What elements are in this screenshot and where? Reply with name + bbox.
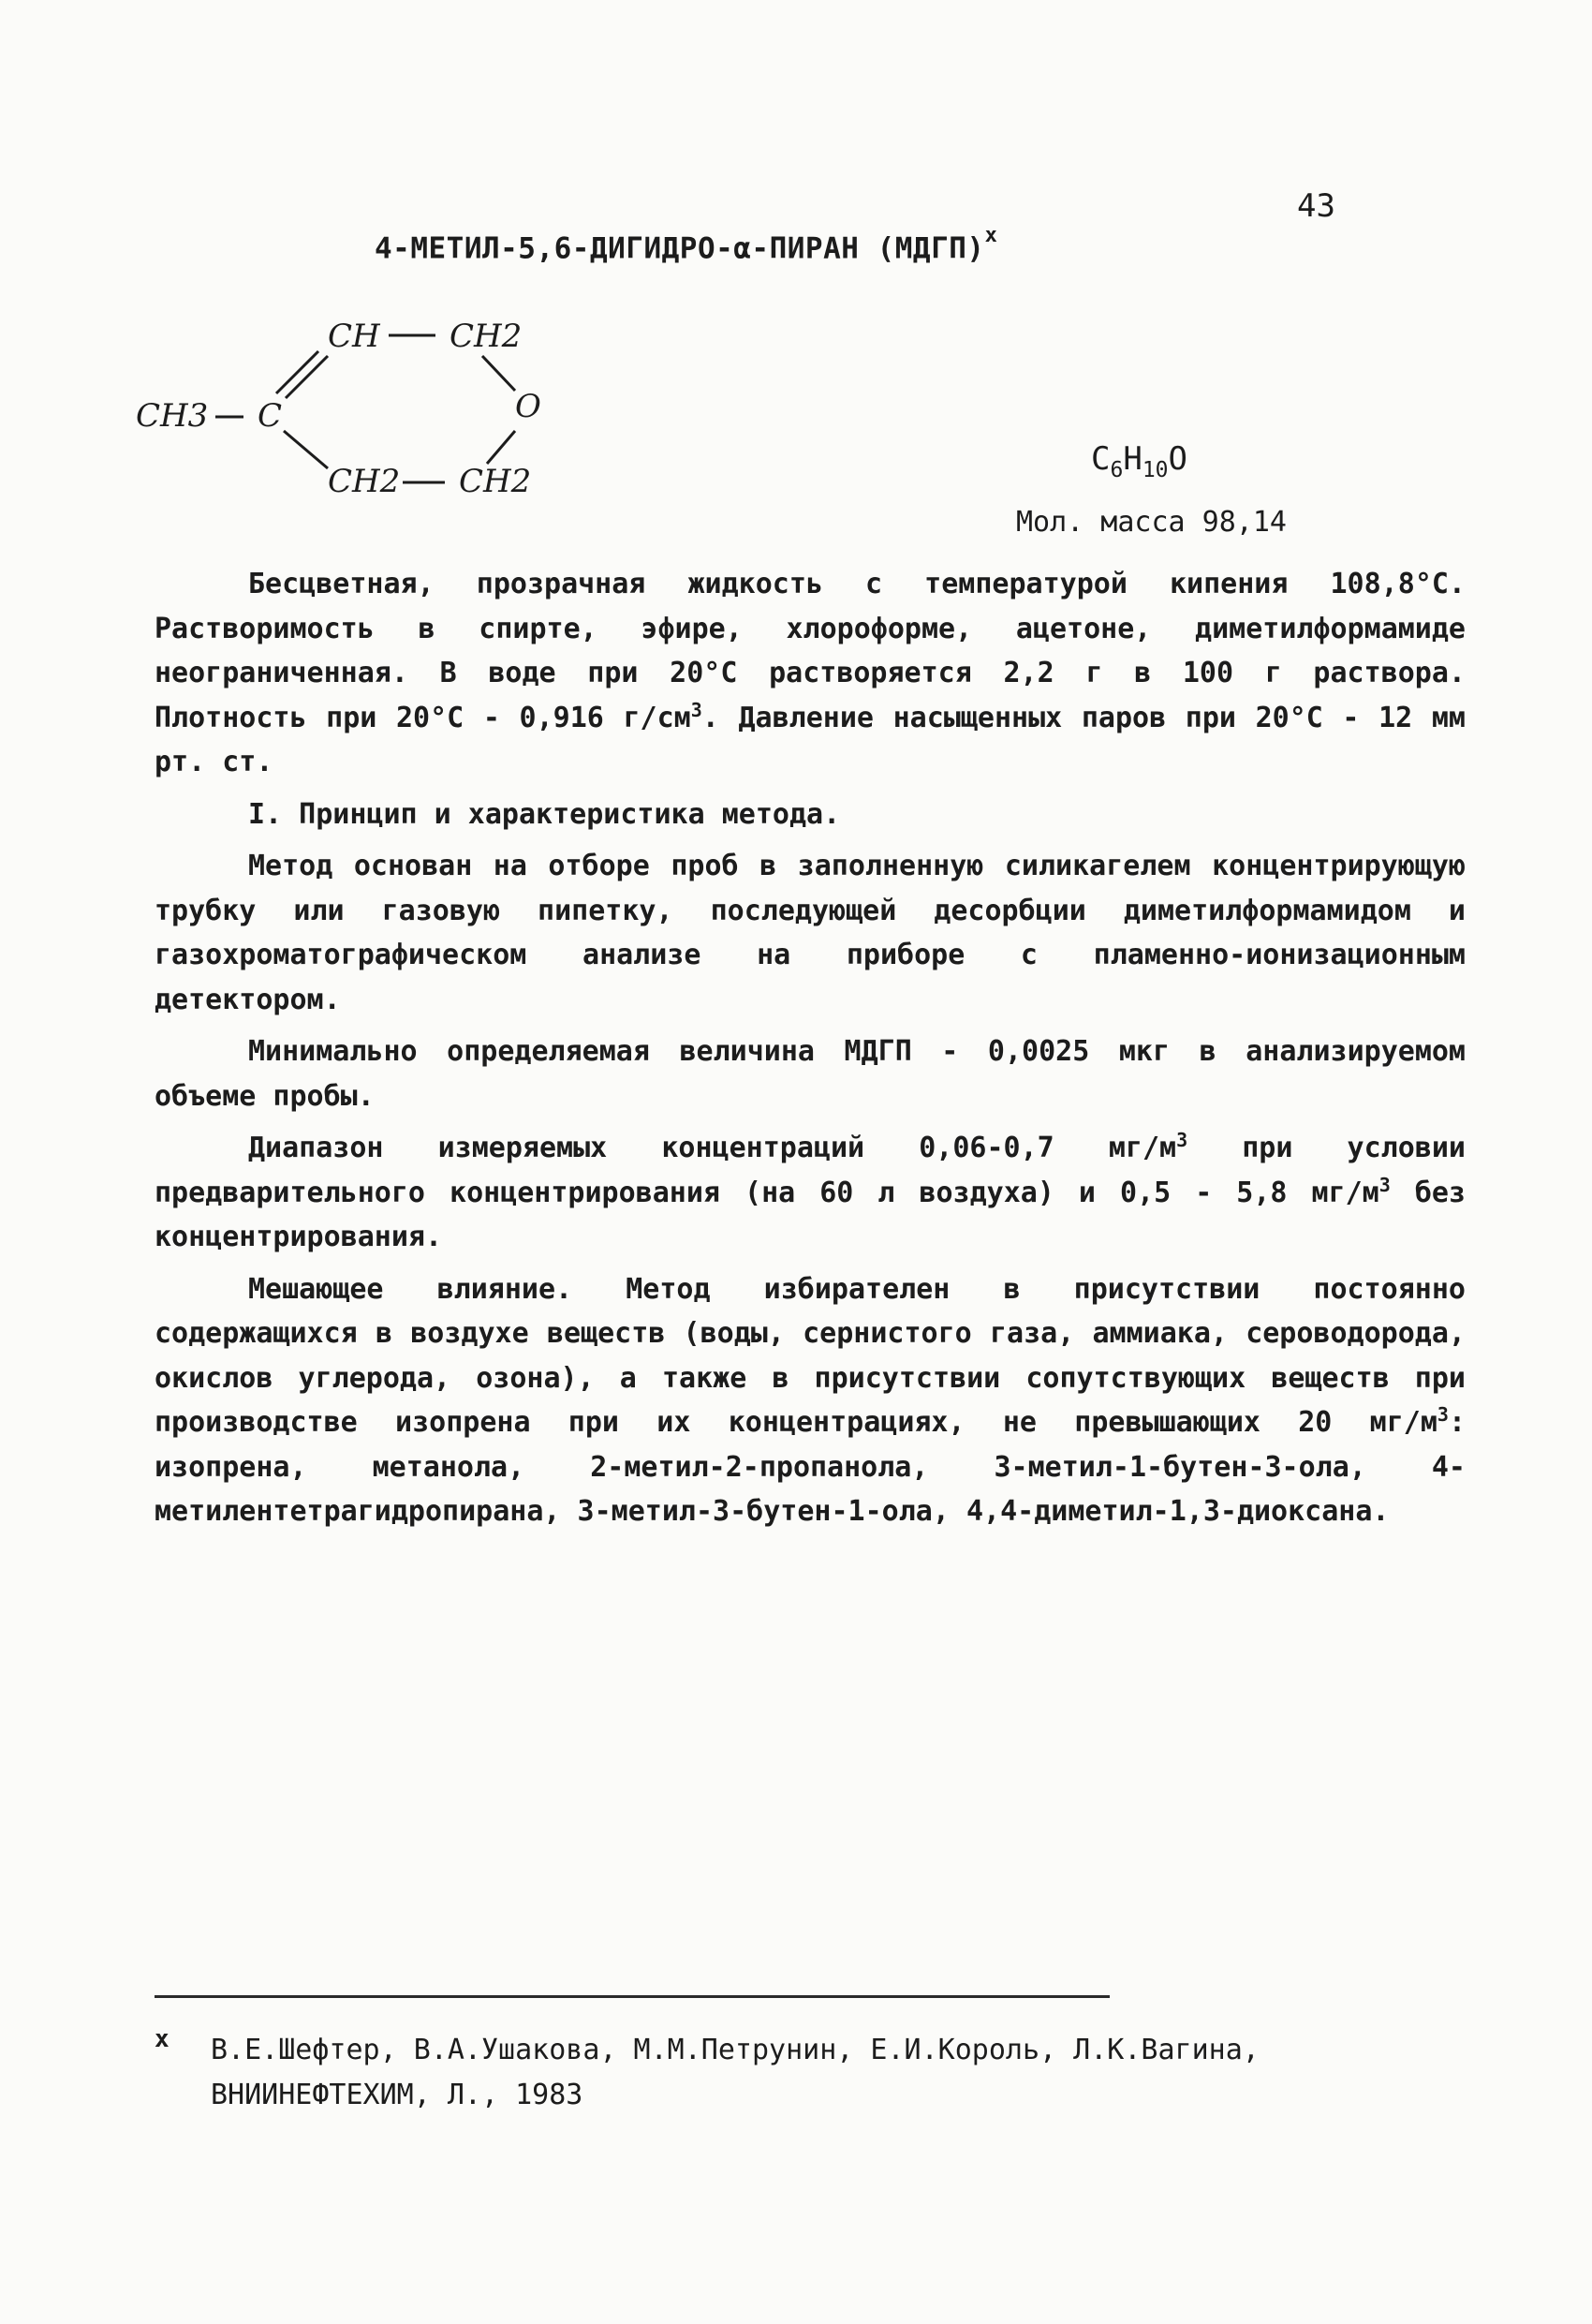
formula-c: C [1091, 440, 1111, 478]
footnote-divider [155, 1995, 1110, 1998]
formula-h-count: 10 [1142, 457, 1169, 482]
formula-c-count: 6 [1110, 457, 1124, 482]
formula-h: H [1123, 440, 1142, 478]
p1-part-e: . Давление насыщенных паров при 20 [701, 701, 1290, 734]
p5-superscript: 3 [1437, 1403, 1449, 1426]
paragraph-method: Метод основан на отборе проб в заполненную силикагелем концентрирующую трубку или газовую пипетку, последующей десорбции диметилформамидом и газохроматографическом анализе на приборе с пламенно-ионизационным детектором. [155, 850, 1466, 1016]
structure-top-left-group: CH [328, 318, 380, 355]
paragraph-range [155, 1126, 1466, 1260]
p4-superscript-1: 3 [1176, 1129, 1188, 1151]
p4-part-b: при условии предварительного концентрирования (на 60 л воздуха) и 0,5 - 5,8 мг/м [155, 1132, 1466, 1209]
p1-superscript: 3 [690, 698, 702, 721]
title-text: 4-МЕТИЛ-5,6-ДИГИДРО-α-ПИРАН (МДГП) [375, 231, 985, 266]
p5-part-a: Мешающее влияние. Метод избирателен в присутствии постоянно содержащихся в воздухе веществ (воды, сернистого газа, аммиака, сероводорода, окислов углерода, озона), а также в присутствии сопутствующих веществ при производстве изопрена при их концентрациях, не превышающих 20 мг/м [155, 1272, 1466, 1439]
p1-part-c: °С растворяется 2,2 г в 100 г раствора. Плотность при 20 [155, 657, 1466, 734]
formula-o: O [1168, 440, 1188, 478]
structure-bottom-left-group: CH2 [328, 463, 401, 500]
structure-bottom-right-group: CH2 [459, 463, 532, 500]
p1-part-d: °С - 0,916 г/см [430, 701, 691, 734]
p5-part-b: : изопрена, метанола, 2-метил-2-пропанола, 3-метил-1-бутен-3-ола, 4-метилентетрагидропирана, 3-метил-3-бутен-1-ола, 4,4-диметил-1,3-диоксана. [155, 1406, 1466, 1528]
p1-part-a: Бесцветная, прозрачная жидкость с температурой кипения 108,8 [248, 568, 1415, 600]
p4-part-a: Диапазон измеряемых концентраций 0,06-0,7 мг/м [248, 1132, 1177, 1164]
section-heading: I. Принцип и характеристика метода. [248, 797, 841, 831]
footnote-text: В.Е.Шефтер, В.А.Ушакова, М.М.Петрунин, Е.И.Король, Л.К.Вагина, ВНИИНЕФТЕХИМ, Л., 1983 [211, 2034, 1260, 2111]
title-footnote-mark: х [984, 224, 998, 247]
footnote-mark: х [155, 2025, 170, 2053]
bond-c-ch2 [284, 431, 328, 468]
p1-part-f: °С - 12 мм рт. ст. [155, 701, 1466, 778]
structure-top-right-group: CH2 [450, 318, 523, 355]
p4-superscript-2: 3 [1378, 1173, 1391, 1196]
page-title [375, 224, 998, 266]
document-body [155, 562, 1466, 1542]
structure-center-carbon: C [258, 397, 283, 435]
structure-left-methyl: CH3 [136, 397, 209, 435]
p1-part-b: °С. Растворимость в спирте, эфире, хлороформе, ацетоне, диметилформамиде неограниченная. В воде при 20 [155, 568, 1466, 689]
molecular-formula [1091, 440, 1187, 482]
structural-formula [136, 304, 567, 534]
bond-o-ch2 [487, 431, 515, 464]
paragraph-interference [155, 1267, 1466, 1534]
paragraph-detection-limit: Минимально определяемая величина МДГП - 0,0025 мкг в анализируемом объеме пробы. [155, 1035, 1466, 1113]
page-number: 43 [1297, 187, 1335, 225]
bond-ch2-o [482, 356, 515, 391]
structure-oxygen: O [515, 388, 541, 425]
paragraph-properties [155, 562, 1466, 785]
p4-part-c: без концентрирования. [155, 1176, 1466, 1253]
molecular-mass: Мол. масса 98,14 [1016, 506, 1287, 539]
